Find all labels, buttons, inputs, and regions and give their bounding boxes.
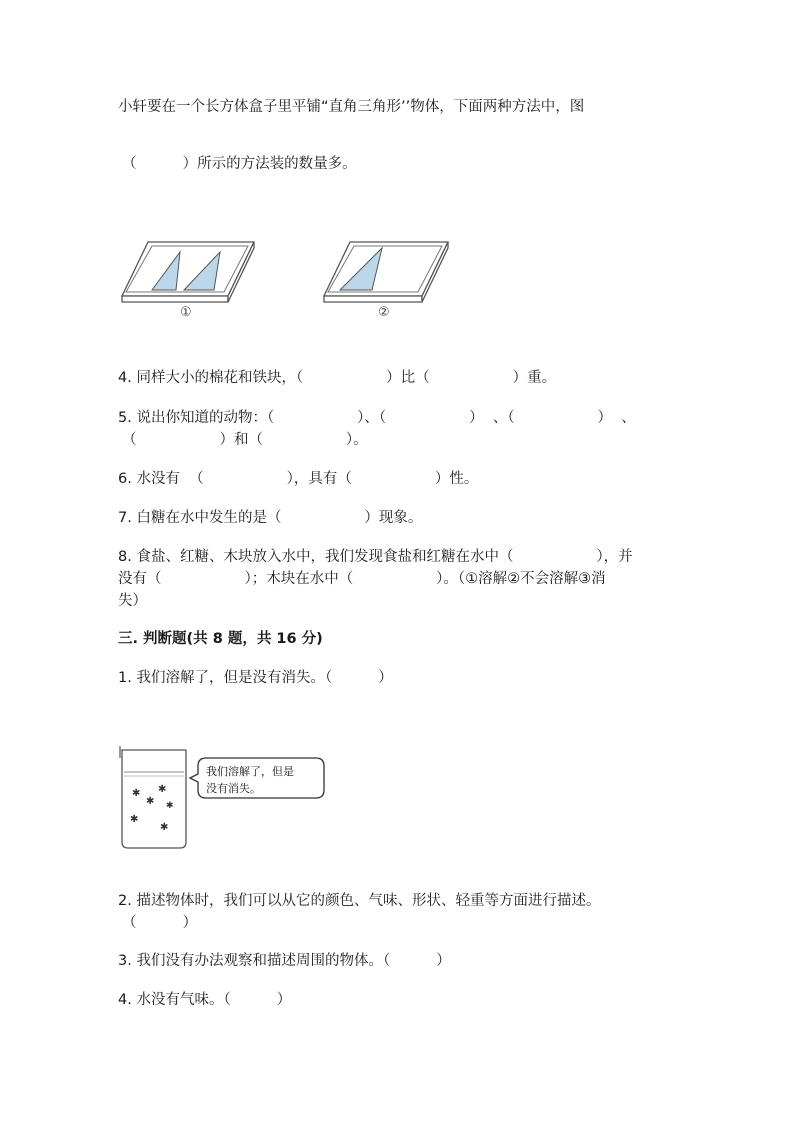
fig2-caption: ②	[378, 305, 390, 320]
judge-q2-text-line1: 2. 描述物体时，我们可以从它的颜色、气味、形状、轻重等方面进行描述。	[118, 893, 601, 909]
box-figure-2	[320, 236, 460, 326]
judge-q4-text: 4. 水没有气味。（ ）	[118, 992, 292, 1008]
q7-text: 7. 白糖在水中发生的是（ ）现象。	[118, 510, 423, 526]
q8-text-line3: 失）	[118, 593, 147, 609]
judge-q2-text-line2: （ ）	[122, 915, 198, 931]
judge-q3-text: 3. 我们没有办法观察和描述周围的物体。（ ）	[118, 953, 451, 969]
q5-text-line2: （ ）和（ ）。	[122, 432, 368, 448]
q8-text-line2: 没有（ ）；木块在水中（ ）。（①溶解②不会溶解③消	[118, 571, 606, 587]
q3-text-line2: （ ）所示的方法装的数量多。	[122, 156, 357, 172]
q6-text: 6. 水没有 （ ），具有（ ）性。	[118, 471, 479, 487]
svg-text:✱: ✱	[132, 788, 141, 799]
svg-text:✱: ✱	[158, 784, 167, 795]
q3-text-line1: 小轩要在一个长方体盒子里平铺“直角三角形’’物体，下面两种方法中，图	[118, 99, 585, 115]
judge-q1-text: 1. 我们溶解了，但是没有消失。（ ）	[118, 670, 393, 686]
bubble-line-1: 我们溶解了，但是	[206, 765, 294, 778]
svg-text:✱: ✱	[166, 801, 174, 811]
fig1-caption: ①	[180, 305, 192, 320]
svg-text:✱: ✱	[160, 822, 169, 833]
svg-text:✱: ✱	[146, 796, 155, 807]
svg-text:✱: ✱	[130, 814, 139, 825]
q8-text-line1: 8. 食盐、红糖、木块放入水中，我们发现食盐和红糖在水中（ ），并	[118, 549, 633, 565]
q5-text-line1: 5. 说出你知道的动物：（ ）、（ ） 、（ ） 、	[118, 410, 636, 426]
bubble-line-2: 没有消失。	[206, 782, 261, 795]
beaker-figure	[116, 744, 331, 854]
section-title: 三. 判断题(共 8 题，共 16 分)	[118, 631, 323, 647]
q4-text: 4. 同样大小的棉花和铁块，（ ）比（ ）重。	[118, 370, 557, 386]
